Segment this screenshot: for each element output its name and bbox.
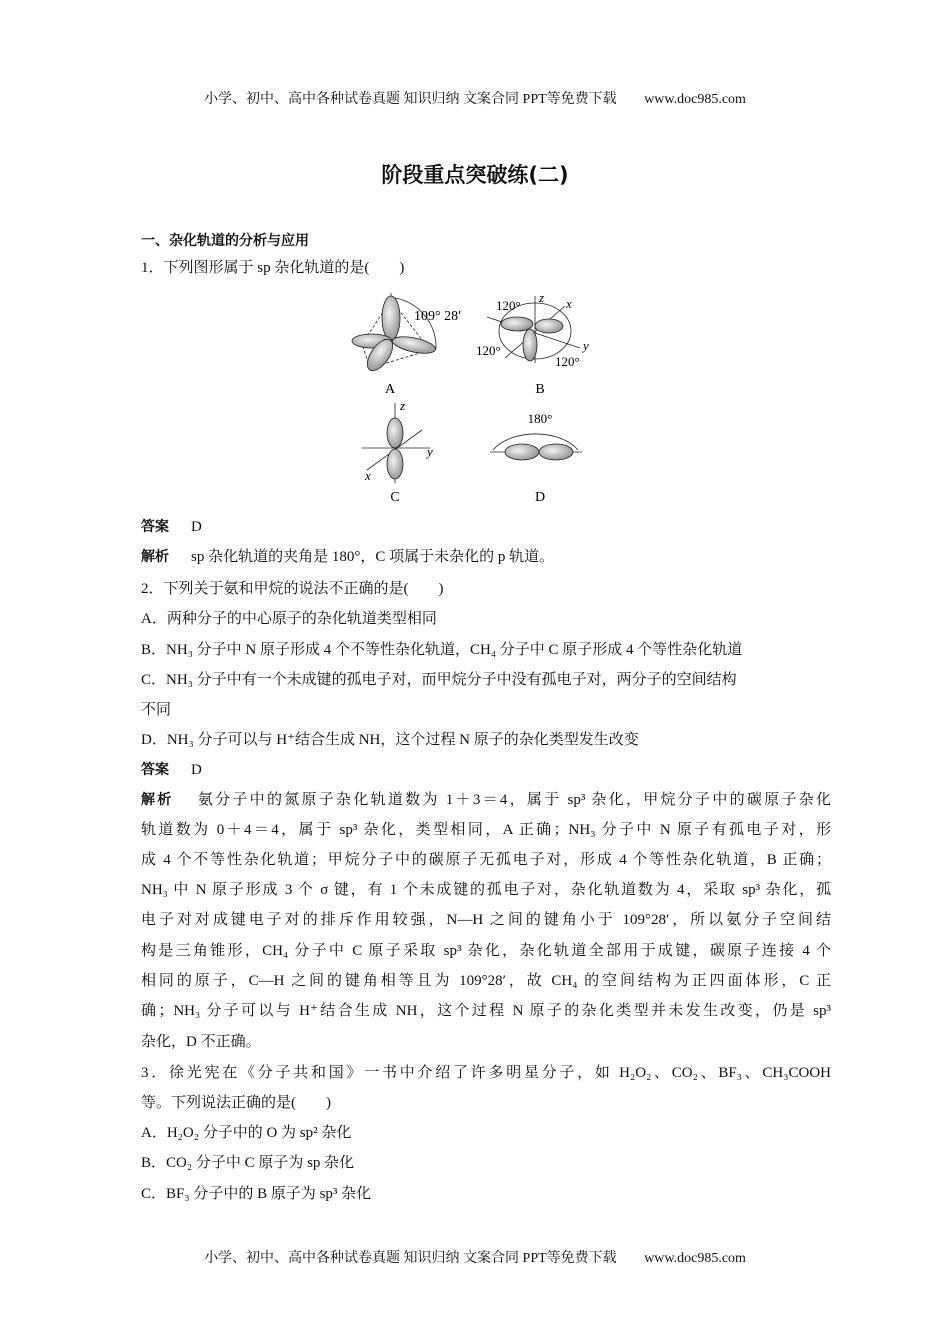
q2-analysis-line: [141, 790, 831, 810]
analysis-text: sp 杂化轨道的夹角是 180°，C 项属于未杂化的 p 轨道。: [191, 549, 555, 565]
section-heading: 一、杂化轨道的分析与应用: [141, 233, 309, 249]
axis-y-b: y: [583, 338, 589, 353]
answer-label: 答案: [141, 519, 169, 535]
q3-option-b: B．CO₂ 分子中 C 原子为 sp 杂化: [141, 1155, 355, 1171]
q1-stem: 1．下列图形属于 sp 杂化轨道的是( ): [141, 260, 405, 276]
q2-analysis-line: 构是三角锥形，CH₄ 分子中 C 原子采取 sp³ 杂化，杂化轨道全部用于成键，碳原子连接 4 个: [141, 943, 831, 959]
q2-analysis-line: NH₃ 中 N 原子形成 3 个 σ 键，有 1 个未成键的孤电子对，杂化轨道数为 4，采取 sp³ 杂化，孤: [141, 882, 831, 898]
header-site-link[interactable]: www.doc985.com: [644, 92, 746, 107]
angle-label-b-3: 120°: [555, 354, 580, 369]
angle-label-b-2: 120°: [476, 343, 501, 358]
answer-value: D: [191, 519, 202, 535]
q2-option-a: A．两种分子的中心原子的杂化轨道类型相同: [141, 611, 437, 627]
q2-analysis-line: 相同的原子，C—H 之间的键角相等且为 109°28′，故 CH₄ 的空间结构为正四面体形，C 正: [141, 973, 831, 989]
q2-answer: [141, 760, 202, 780]
q2-option-d: D．NH₃ 分子可以与 H⁺结合生成 NH，这个过程 N 原子的杂化类型发生改变: [141, 732, 639, 748]
q2-option-c-cont: 不同: [141, 702, 172, 718]
q2-option-c: C．NH₃ 分子中有一个未成键的孤电子对，而甲烷分子中没有孤电子对，两分子的空间结构: [141, 672, 737, 688]
q2-stem: 2．下列关于氨和甲烷的说法不正确的是( ): [141, 581, 444, 597]
q3-option-c: C．BF₃ 分子中的 B 原子为 sp³ 杂化: [141, 1186, 372, 1202]
q1-analysis: [141, 547, 554, 567]
axis-x-b: x: [566, 296, 572, 311]
figure-d-sp: [490, 434, 582, 460]
header-text: 小学、初中、高中各种试卷真题 知识归纳 文案合同 PPT等免费下载: [204, 92, 617, 107]
angle-label-a: 109° 28′: [414, 309, 462, 324]
figure-label-c: C: [390, 490, 400, 503]
figure-a-sp3: [352, 293, 437, 375]
figure-c-p-orbital: [362, 403, 430, 483]
axis-z-b: z: [539, 290, 545, 305]
q3-stem: 3．徐光宪在《分子共和国》一书中介绍了许多明星分子，如 H₂O₂、CO₂、BF₃、CH₃COOH: [141, 1065, 831, 1081]
axis-y-c: y: [427, 444, 433, 459]
q2-analysis-line: 轨道数为 0＋4＝4，属于 sp³ 杂化，类型相同，A 正确；NH₃ 分子中 N 原子有孤电子对，形: [141, 822, 831, 838]
figure-label-d: D: [534, 490, 546, 503]
page-title: 阶段重点突破练(二): [381, 163, 569, 187]
answer-label: 答案: [141, 762, 169, 778]
figure-label-a: A: [384, 382, 396, 397]
q2-analysis-line: 确；NH₃ 分子可以与 H⁺结合生成 NH，这个过程 N 原子的杂化类型并未发生改变，仍是 sp³: [141, 1003, 831, 1019]
analysis-text: 氨分子中的氮原子杂化轨道数为 1＋3＝4，属于 sp³ 杂化，甲烷分子中的碳原子杂化: [195, 792, 832, 808]
footer-site-link[interactable]: www.doc985.com: [644, 1251, 746, 1266]
figure-label-b: B: [535, 382, 545, 397]
analysis-label: 解析: [141, 792, 174, 808]
q2-option-b: B．NH₃ 分子中 N 原子形成 4 个不等性杂化轨道，CH₄ 分子中 C 原子形成 4 个等性杂化轨道: [141, 642, 743, 658]
footer-text: 小学、初中、高中各种试卷真题 知识归纳 文案合同 PPT等免费下载: [204, 1251, 617, 1266]
answer-value: D: [191, 762, 202, 778]
q2-analysis-line: 杂化，D 不正确。: [141, 1034, 261, 1050]
q3-option-a: A．H₂O₂ 分子中的 O 为 sp² 杂化: [141, 1125, 352, 1141]
angle-label-b-1: 120°: [496, 298, 521, 313]
axis-z-c: z: [400, 398, 406, 413]
q2-analysis-line: 成 4 个不等性杂化轨道；甲烷分子中的碳原子无孤电子对，形成 4 个等性杂化轨道，B 正确；: [141, 852, 831, 868]
orbital-figure: [350, 288, 600, 503]
axis-x-c: x: [365, 468, 371, 483]
page-header: [0, 88, 950, 108]
analysis-label: 解析: [141, 549, 169, 565]
q3-stem-cont: 等。下列说法正确的是( ): [141, 1095, 331, 1111]
angle-label-d: 180°: [527, 411, 553, 426]
q1-answer: [141, 517, 202, 537]
page-footer: [0, 1247, 950, 1267]
q2-analysis-line: 电子对对成键电子对的排斥作用较强，N—H 之间的键角小于 109°28′，所以氨分子空间结: [141, 912, 831, 928]
